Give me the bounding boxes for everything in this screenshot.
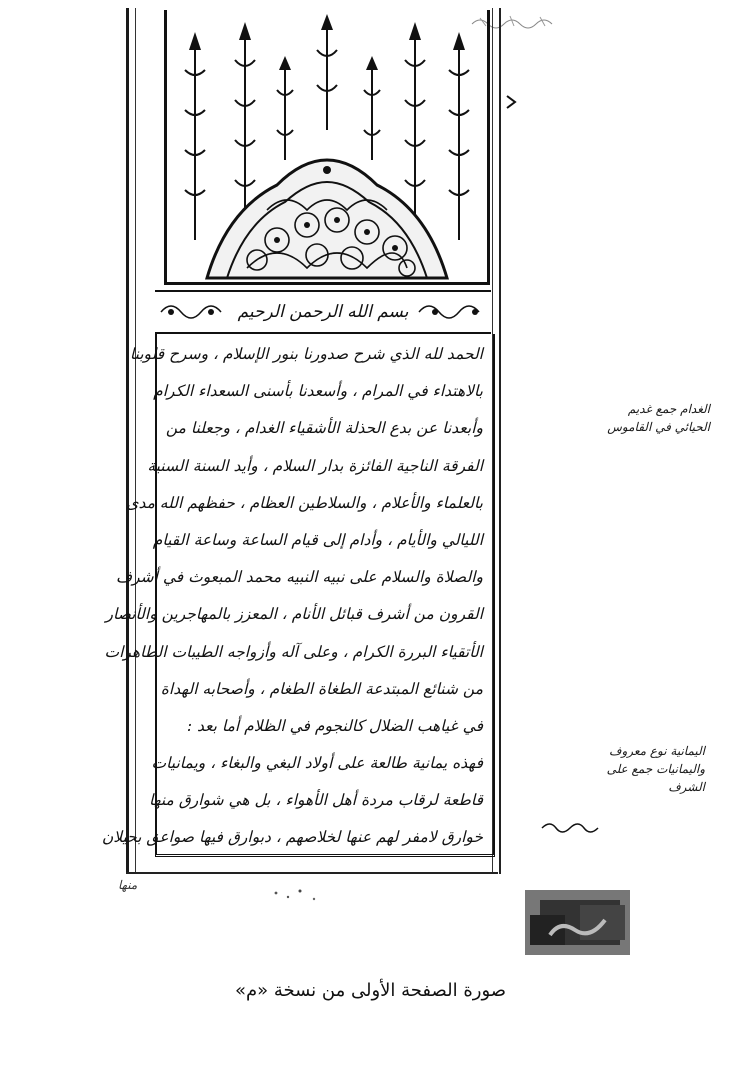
margin-signature-icon <box>540 818 600 836</box>
margin-note-line: اليمانية نوع معروف <box>609 744 705 758</box>
manuscript-line: الأتقياء البررة الكرام ، وعلى آله وأزواجه الطيبات الطاهرات <box>104 642 483 661</box>
manuscript-line: الليالي والأيام ، وأدام إلى قيام الساعة وساعة القيام <box>152 530 483 549</box>
manuscript-line: بالاهتداء في المرام ، وأسعدنا بأسنى السعداء الكرام <box>153 382 483 401</box>
manuscript-line: من شنائع المبتدعة الطغاة الطغام ، وأصحابه الهداة <box>160 679 483 698</box>
manuscript-line: خوارق لامفر لهم عنها لخلاصهم ، دبوارق فيها صواعق بحيلان <box>101 828 483 847</box>
illuminated-headpiece <box>164 10 490 285</box>
manuscript-line: فهذه يمانية طالعة على أولاد البغي والبغاء ، ويمانيات <box>151 754 483 773</box>
margin-note-line: واليمانيات جمع على <box>606 762 705 776</box>
left-margin-mark: منها <box>118 878 138 892</box>
manuscript-bottom-rule <box>126 872 498 874</box>
ink-blot <box>520 885 635 960</box>
manuscript-line: قاطعة لرقاب مردة أهل الأهواء ، بل هي شوارق منها <box>148 791 483 810</box>
basmala-text: بسم الله الرحمن الرحيم <box>237 302 409 322</box>
basmala-banner <box>155 290 491 334</box>
margin-note-line: الغدام جمع غديم <box>627 402 710 416</box>
margin-note-top <box>560 400 710 436</box>
manuscript-line: الحمد لله الذي شرح صدورنا بنور الإسلام ، وسرح قلوبنا <box>129 345 483 363</box>
manuscript-line: الفرقة الناجية الفائزة بدار السلام ، وأيد السنة السنية <box>147 456 483 475</box>
manuscript-line: والصلاة والسلام على نبيه النبيه محمد المبعوث في أشرف <box>116 568 483 587</box>
manuscript-line: في غياهب الضلال كالنجوم في الظلام أما بعد : <box>186 716 483 735</box>
figure-caption: صورة الصفحة الأولى من نسخة «م» <box>234 980 507 1001</box>
manuscript-text-panel <box>101 334 495 857</box>
margin-note-line: الحيائي في القاموس <box>607 420 710 434</box>
manuscript-line: وأبعدنا عن بدع الحذلة الأشقياء الغدام ، وجعلنا من <box>165 419 483 438</box>
manuscript-lines <box>101 336 483 857</box>
manuscript-line: القرون من أشرف قبائل الأنام ، المعزز بالمهاجرين والأنصار <box>105 605 483 624</box>
manuscript-line: بالعلماء والأعلام ، والسلاطين العظام ، حفظهم الله مدى <box>126 493 483 512</box>
margin-note-line: الشرف <box>668 780 705 794</box>
margin-note-bottom <box>540 742 705 796</box>
right-banner-ornament <box>417 298 487 326</box>
margin-arrow-icon <box>503 92 523 112</box>
left-banner-ornament <box>159 298 229 326</box>
scan-speckle <box>270 885 330 905</box>
